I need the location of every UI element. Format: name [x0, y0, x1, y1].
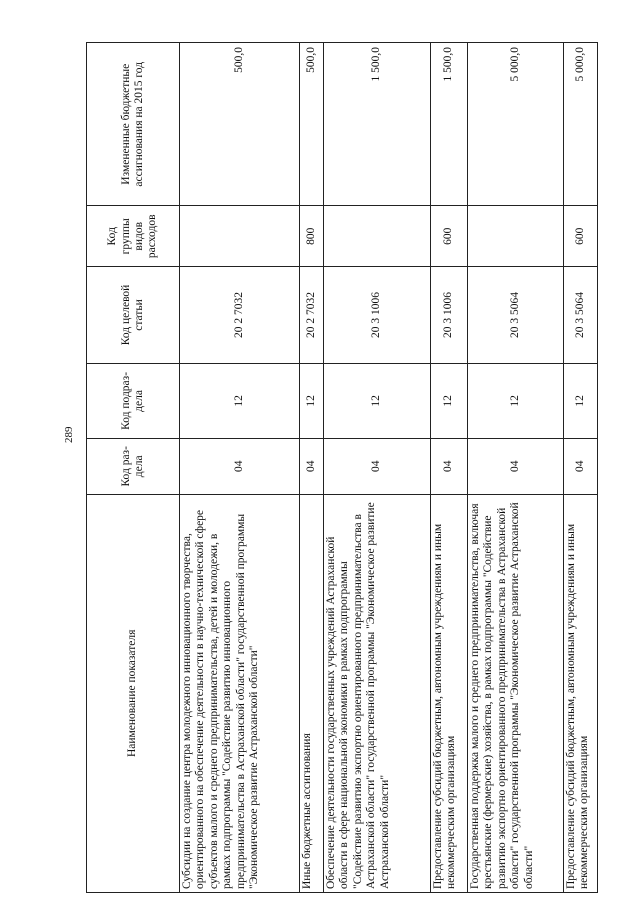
table-header-row	[87, 43, 180, 893]
table-row	[431, 43, 468, 893]
row-expense-group	[180, 206, 300, 267]
header-section: Код раз- дела	[87, 438, 180, 494]
table-row	[180, 43, 300, 893]
row-target: 20 3 5064	[564, 267, 598, 364]
table-row	[468, 43, 564, 893]
row-target: 20 3 1006	[324, 267, 431, 364]
row-expense-group	[324, 206, 431, 267]
row-amount: 500,0	[300, 43, 324, 207]
row-name: Обеспечение деятельности государственных учреждений Астраханской области в сфере национальной экономики в рамках подпрограммы "Содействие развитию экспортно ориентированного предпринимательства в Астраханской области" государственной программы "Экономическое развитие Астраханской области"	[324, 494, 431, 892]
header-expense-group: Код группы видов расходов	[87, 206, 180, 267]
row-section: 04	[324, 438, 431, 494]
row-name: Государственная поддержка малого и среднего предпринимательства, включая крестьянские (фермерские) хозяйства, в рамках подпрограммы "Содействие развитию экспортно ориентированного предпринимательства в Астраханской области" государственной программы "Экономическое развитие Астраханской области"	[468, 494, 564, 892]
row-expense-group: 800	[300, 206, 324, 267]
row-target: 20 2 7032	[300, 267, 324, 364]
table-row	[300, 43, 324, 893]
row-section: 04	[300, 438, 324, 494]
row-amount: 5 000,0	[564, 43, 598, 207]
header-name: Наименование показателя	[87, 494, 180, 892]
row-name: Иные бюджетные ассигнования	[300, 494, 324, 892]
row-section: 04	[468, 438, 564, 494]
row-subsection: 12	[300, 363, 324, 438]
row-name: Предоставление субсидий бюджетным, автономным учреждениям и иным некоммерческим организациям	[564, 494, 598, 892]
row-section: 04	[431, 438, 468, 494]
row-target: 20 3 5064	[468, 267, 564, 364]
row-expense-group: 600	[564, 206, 598, 267]
header-subsection: Код подраз- дела	[87, 363, 180, 438]
table-row	[564, 43, 598, 893]
table-row	[324, 43, 431, 893]
page-number: 289	[63, 426, 75, 443]
row-target: 20 3 1006	[431, 267, 468, 364]
row-name: Предоставление субсидий бюджетным, автономным учреждениям и иным некоммерческим организациям	[431, 494, 468, 892]
row-amount: 1 500,0	[324, 43, 431, 207]
header-amount: Измененные бюджетные ассигнования на 2015 год	[87, 43, 180, 207]
row-section: 04	[180, 438, 300, 494]
row-subsection: 12	[431, 363, 468, 438]
header-target: Код целевой статьи	[87, 267, 180, 364]
row-section: 04	[564, 438, 598, 494]
row-amount: 5 000,0	[468, 43, 564, 207]
row-expense-group: 600	[431, 206, 468, 267]
row-amount: 500,0	[180, 43, 300, 207]
budget-table	[86, 42, 598, 893]
rotated-table-container	[86, 42, 591, 893]
row-amount: 1 500,0	[431, 43, 468, 207]
row-expense-group	[468, 206, 564, 267]
row-subsection: 12	[468, 363, 564, 438]
row-name: Субсидии на создание центра молодежного инновационного творчества, ориентированного на обеспечение деятельности в научно-технической сфере субъектов малого и среднего предпринимательства, детей и молодежи, в рамках подпрограммы "Содействие развитию инновационного предпринимательства в Астраханской области" государственной программы "Экономическое развитие Астраханской области"	[180, 494, 300, 892]
row-subsection: 12	[564, 363, 598, 438]
row-target: 20 2 7032	[180, 267, 300, 364]
row-subsection: 12	[180, 363, 300, 438]
row-subsection: 12	[324, 363, 431, 438]
